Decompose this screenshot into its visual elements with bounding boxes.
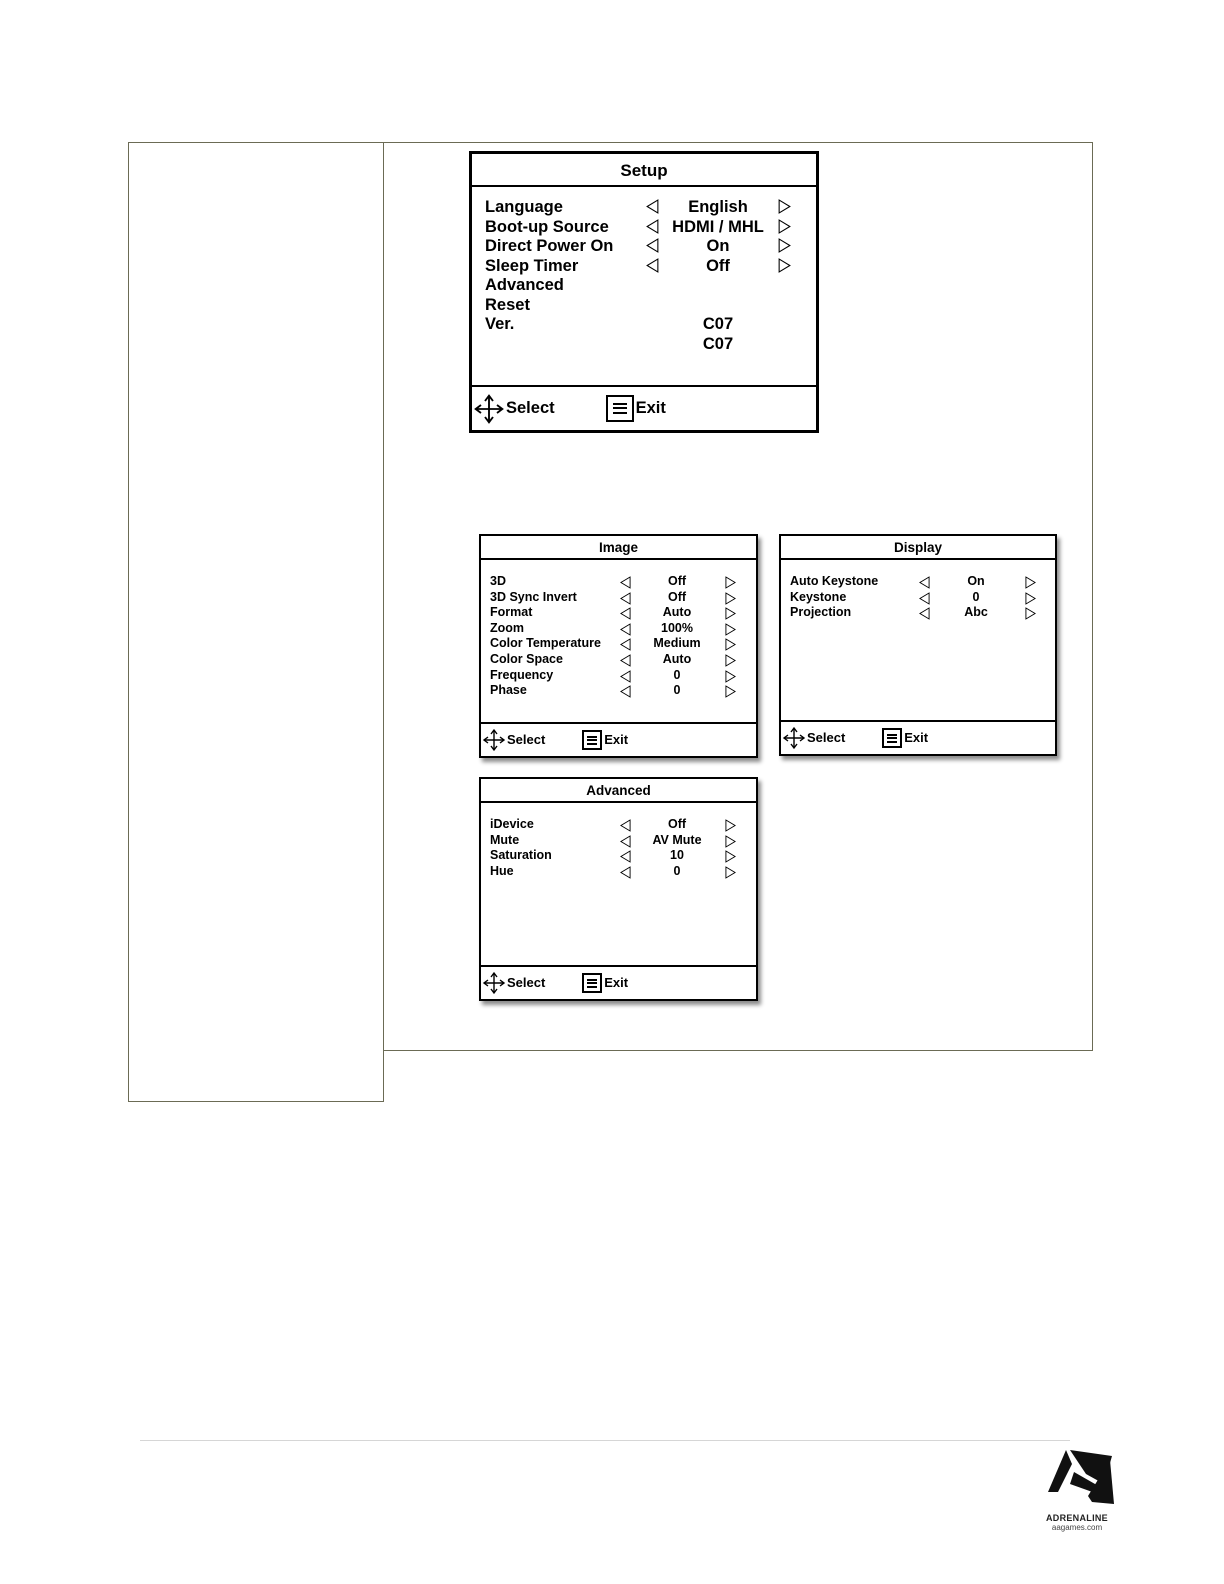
menu-row-value: 0 [972, 589, 980, 604]
menu-row[interactable] [472, 197, 816, 217]
four-way-arrow-icon [473, 393, 505, 425]
menu-row-label: 3D Sync Invert [490, 589, 577, 604]
menu-row-label: Direct Power On [485, 237, 614, 255]
triangle-left-icon[interactable] [620, 850, 631, 863]
select-label: Select [506, 398, 555, 417]
menu-row[interactable] [481, 817, 756, 833]
menu-footer [481, 722, 756, 756]
menu-row-label: Boot-up Source [485, 217, 609, 236]
menu-row-label: Phase [490, 683, 527, 698]
triangle-right-icon[interactable] [725, 670, 736, 683]
menu-row[interactable] [472, 314, 816, 334]
triangle-right-icon[interactable] [1025, 576, 1036, 589]
triangle-right-icon[interactable] [725, 866, 736, 879]
menu-row[interactable] [781, 605, 1055, 621]
menu-row[interactable] [481, 574, 756, 590]
menu-row-value: 0 [673, 667, 681, 682]
menu-row[interactable] [481, 605, 756, 621]
menu-row-label: Hue [490, 863, 514, 878]
menu-row-value: Abc [964, 605, 988, 620]
menu-row-value: Auto [662, 652, 692, 666]
menu-row[interactable] [481, 652, 756, 668]
menu-row[interactable] [481, 683, 756, 699]
menu-row-value: HDMI / MHL [672, 217, 764, 236]
select-label: Select [807, 730, 846, 746]
footer-divider [140, 1440, 1070, 1441]
menu-row-value: Off [667, 574, 687, 588]
menu-row-value: Off [706, 256, 730, 275]
menu-icon[interactable] [582, 730, 602, 750]
menu-row-right-arrow[interactable] [725, 685, 736, 703]
menu-row-value: Off [667, 817, 687, 831]
four-way-arrow-icon [782, 726, 806, 750]
menu-row[interactable] [472, 236, 816, 256]
triangle-right-icon[interactable] [725, 623, 736, 636]
menu-row-value: 0 [673, 683, 681, 698]
menu-row[interactable] [481, 636, 756, 652]
menu-row-value: C07 [702, 334, 734, 353]
menu-title: Display [781, 536, 1055, 560]
menu-row-value: On [967, 574, 985, 588]
triangle-right-icon[interactable] [725, 638, 736, 651]
triangle-left-icon[interactable] [620, 835, 631, 848]
triangle-right-icon[interactable] [725, 607, 736, 620]
menu-row[interactable] [472, 275, 816, 295]
menu-row-label: 3D [490, 574, 506, 588]
menu-row[interactable] [481, 848, 756, 864]
triangle-left-icon[interactable] [620, 576, 631, 589]
menu-icon[interactable] [882, 728, 902, 748]
menu-row-left-arrow[interactable] [919, 607, 930, 625]
menu-row[interactable] [781, 590, 1055, 606]
menu-title: Image [481, 536, 756, 560]
menu-row-value: Off [667, 589, 687, 604]
triangle-right-icon[interactable] [778, 219, 791, 234]
menu-row-label: Saturation [490, 848, 552, 863]
menu-row[interactable] [481, 833, 756, 849]
menu-row-label: Language [485, 198, 563, 216]
menu-row-value: 100% [661, 620, 693, 635]
menu-row-value: On [706, 237, 730, 255]
menu-row-value: 0 [673, 863, 681, 878]
menu-row-label: Ver. [485, 315, 515, 333]
menu-row[interactable] [481, 668, 756, 684]
triangle-right-icon[interactable] [1025, 592, 1036, 605]
four-way-arrow-icon [482, 971, 506, 995]
advanced-menu [479, 777, 758, 1001]
menu-row[interactable] [481, 590, 756, 606]
menu-row-label: Color Space [490, 652, 563, 666]
menu-row-value: AV Mute [652, 832, 702, 847]
select-label: Select [507, 732, 546, 748]
triangle-right-icon[interactable] [725, 835, 736, 848]
setup-menu [469, 151, 819, 433]
triangle-right-icon[interactable] [1025, 607, 1036, 620]
menu-row-value: 10 [670, 848, 684, 863]
menu-icon[interactable] [606, 395, 633, 422]
triangle-right-icon[interactable] [778, 199, 791, 214]
menu-row-label: Advanced [485, 276, 564, 294]
menu-row-label: iDevice [490, 817, 534, 831]
menu-row[interactable] [472, 295, 816, 315]
exit-label[interactable]: Exit [604, 975, 629, 991]
menu-row-label: Zoom [490, 620, 525, 635]
triangle-right-icon[interactable] [725, 685, 736, 698]
menu-row-label: Sleep Timer [485, 256, 579, 275]
menu-row-value: C07 [702, 315, 734, 333]
triangle-left-icon[interactable] [620, 819, 631, 832]
menu-title: Advanced [481, 779, 756, 803]
menu-row[interactable] [472, 217, 816, 237]
menu-row-label: Auto Keystone [790, 574, 879, 588]
logo-url: aagames.com [1051, 1523, 1103, 1532]
triangle-left-icon[interactable] [620, 654, 631, 667]
triangle-right-icon[interactable] [725, 850, 736, 863]
triangle-left-icon[interactable] [919, 576, 930, 589]
triangle-left-icon[interactable] [919, 607, 930, 620]
triangle-left-icon[interactable] [620, 607, 631, 620]
menu-row[interactable] [472, 334, 816, 354]
menu-row-label: Projection [790, 605, 852, 620]
exit-label[interactable]: Exit [635, 398, 666, 417]
menu-row[interactable] [472, 256, 816, 276]
menu-row-left-arrow[interactable] [620, 866, 631, 884]
menu-footer [481, 965, 756, 999]
menu-row[interactable] [781, 574, 1055, 590]
menu-row[interactable] [481, 621, 756, 637]
triangle-right-icon[interactable] [778, 238, 791, 253]
triangle-right-icon[interactable] [778, 258, 791, 273]
triangle-left-icon[interactable] [620, 685, 631, 698]
exit-label[interactable]: Exit [604, 732, 629, 748]
table-cell-left [128, 142, 384, 1102]
menu-footer [472, 385, 816, 430]
menu-row-label: Keystone [790, 589, 847, 604]
triangle-left-icon[interactable] [620, 592, 631, 605]
menu-row-label: Mute [490, 832, 520, 847]
triangle-right-icon[interactable] [725, 592, 736, 605]
triangle-right-icon[interactable] [725, 819, 736, 832]
menu-row[interactable] [481, 864, 756, 880]
menu-row-label: Frequency [490, 667, 554, 682]
select-label: Select [507, 975, 546, 991]
menu-row-value: Medium [653, 636, 701, 651]
triangle-left-icon[interactable] [919, 592, 930, 605]
triangle-left-icon[interactable] [620, 670, 631, 683]
exit-label[interactable]: Exit [904, 730, 929, 746]
menu-row-label: Reset [485, 295, 530, 314]
menu-row-right-arrow[interactable] [1025, 607, 1036, 625]
menu-row-value: Auto [662, 605, 692, 620]
menu-title: Setup [472, 154, 816, 187]
menu-row-label: Format [490, 605, 533, 620]
menu-icon[interactable] [582, 973, 602, 993]
menu-row-label: Color Temperature [490, 636, 601, 651]
triangle-left-icon[interactable] [620, 638, 631, 651]
triangle-right-icon[interactable] [725, 576, 736, 589]
triangle-right-icon[interactable] [725, 654, 736, 667]
menu-row-value: English [688, 198, 748, 216]
image-menu [479, 534, 758, 758]
menu-row-left-arrow[interactable] [620, 685, 631, 703]
triangle-left-icon[interactable] [620, 866, 631, 879]
logo-name: ADRENALINE [1045, 1513, 1108, 1523]
triangle-left-icon[interactable] [620, 623, 631, 636]
menu-row-right-arrow[interactable] [725, 866, 736, 884]
display-menu [779, 534, 1057, 756]
menu-footer [781, 720, 1055, 754]
four-way-arrow-icon [482, 728, 506, 752]
